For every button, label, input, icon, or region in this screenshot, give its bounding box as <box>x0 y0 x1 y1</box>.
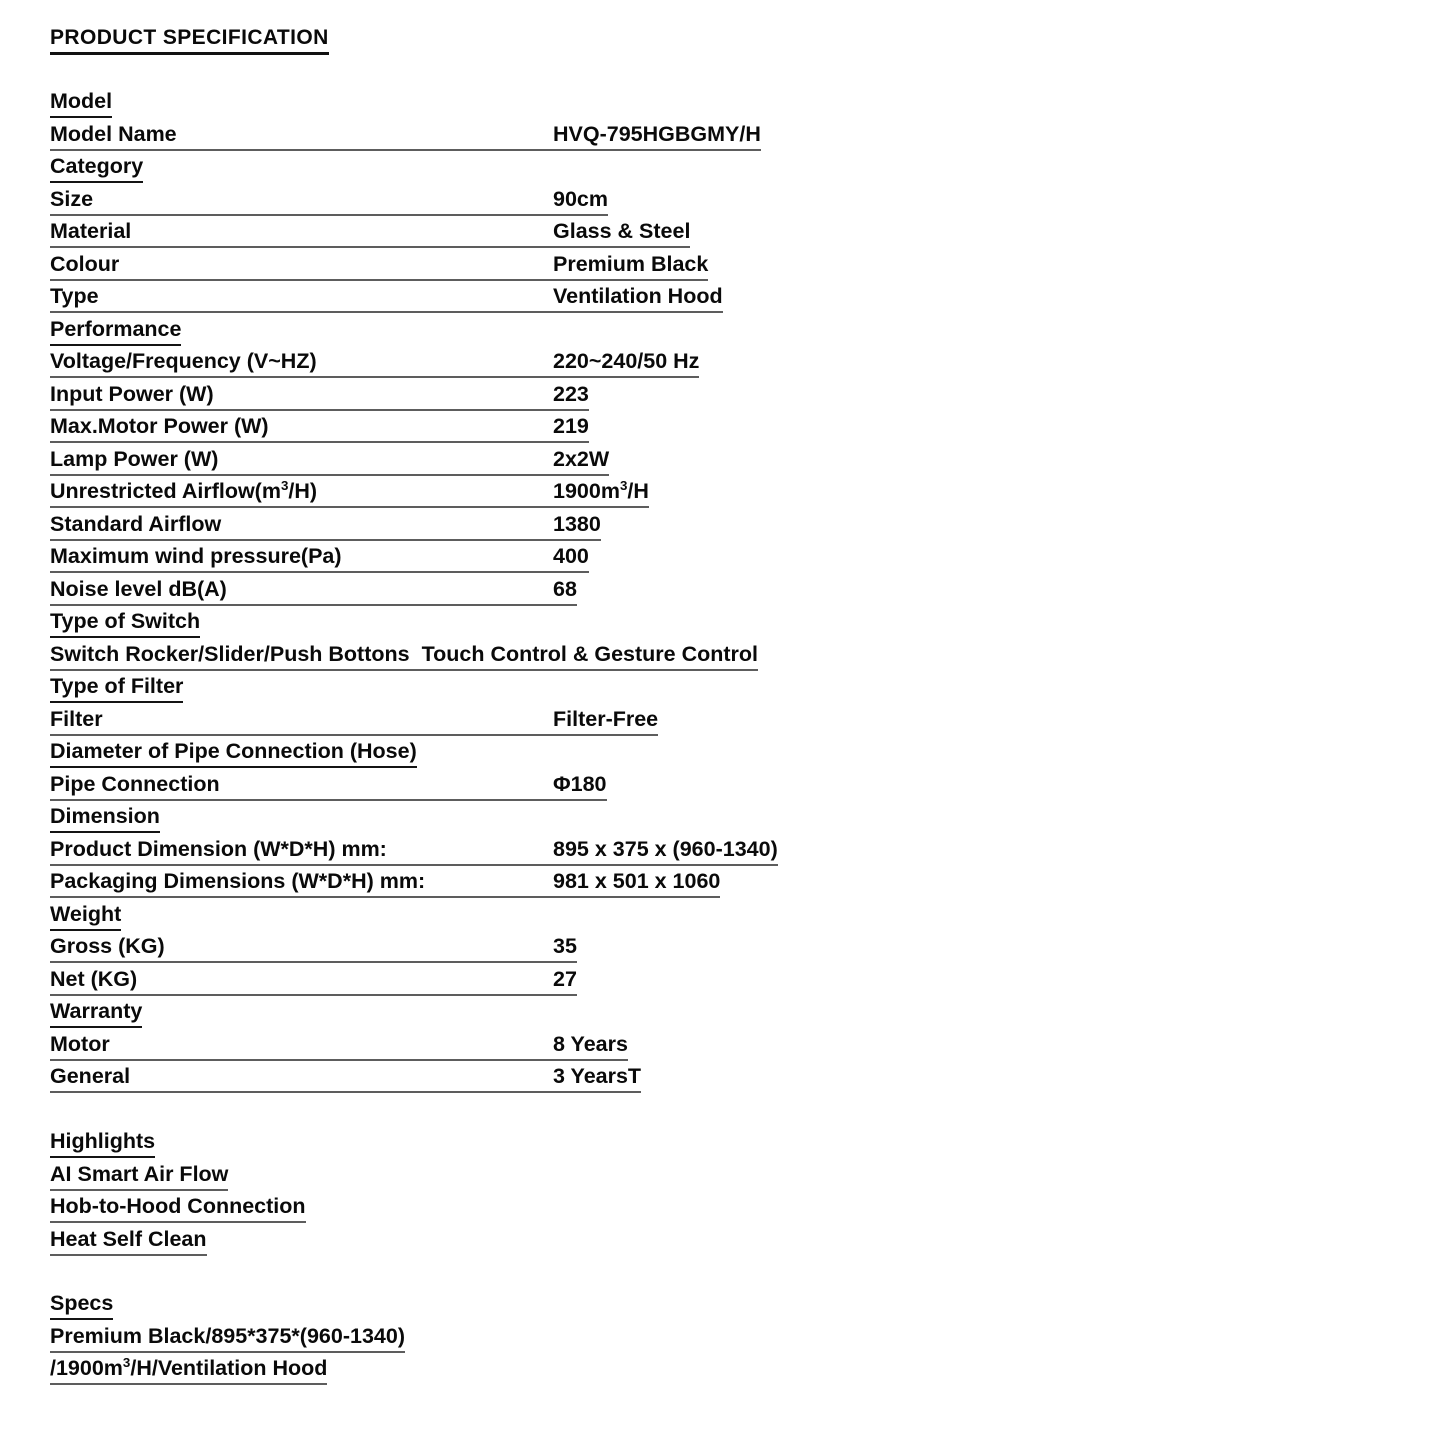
spec-row <box>50 868 1390 901</box>
spec-row-rule <box>50 771 607 801</box>
spec-row-value: Φ180 <box>553 771 607 796</box>
spec-group-row <box>50 88 1390 121</box>
specs-heading: Specs <box>50 1290 113 1320</box>
spec-group-heading: Warranty <box>50 998 142 1028</box>
spec-row-value: HVQ-795HGBGMY/H <box>553 121 761 146</box>
spec-row <box>50 511 1390 544</box>
spec-row <box>50 283 1390 316</box>
spec-row <box>50 706 1390 739</box>
spec-row-rule <box>50 283 723 313</box>
spec-row-value: 400 <box>553 544 589 568</box>
spec-row-rule <box>50 1031 628 1061</box>
highlight-item-label: AI Smart Air Flow <box>50 1161 228 1191</box>
spec-group-row <box>50 673 1390 706</box>
spec-row-label: Filter <box>50 706 103 731</box>
spec-row-value: 35 <box>553 934 577 958</box>
spec-row-label: Gross (KG) <box>50 934 165 958</box>
spec-row-value: Glass & Steel <box>553 219 691 243</box>
spec-group-row <box>50 998 1390 1031</box>
spec-group-heading: Type of Switch <box>50 608 200 638</box>
spec-row-value: 1380 <box>553 511 601 536</box>
spec-row-value: 981 x 501 x 1060 <box>553 869 721 893</box>
spec-row-value: $1900m^3/H$ <box>553 477 649 503</box>
spec-group-heading: Dimension <box>50 803 160 833</box>
spec-row-label: Motor <box>50 1031 110 1056</box>
spec-row-label: Pipe Connection <box>50 771 220 796</box>
spec-row-label: Colour <box>50 251 120 276</box>
spec-group-row <box>50 803 1390 836</box>
spec-row <box>50 413 1390 446</box>
spec-row-value: 3 YearsT <box>553 1064 642 1088</box>
spec-row-value: 219 <box>553 414 589 438</box>
spec-row-label: Model Name <box>50 121 177 146</box>
spec-row-rule <box>50 706 658 736</box>
spec-row <box>50 121 1390 154</box>
spec-row <box>50 1031 1390 1064</box>
spec-row-value: 68 <box>553 576 577 601</box>
spec-row-rule <box>50 218 690 248</box>
spec-group-heading: Model <box>50 88 112 118</box>
spec-row-rule <box>50 413 589 443</box>
spec-row-value: 220~240/50 Hz <box>553 349 700 373</box>
spec-row-label: Noise level dB(A) <box>50 576 227 601</box>
spec-row-rule <box>50 348 699 378</box>
spec-row-label: Size <box>50 186 94 211</box>
spec-row-label: Material <box>50 219 132 243</box>
spec-row-value: Ventilation Hood <box>553 284 723 308</box>
specs-summary-text: Premium Black/895*375*(960-1340) <box>50 1323 405 1353</box>
spec-row-value: 90cm <box>553 186 608 211</box>
spec-row <box>50 771 1390 804</box>
spec-group-row <box>50 901 1390 934</box>
spec-row-label: General <box>50 1064 131 1088</box>
spec-group-row <box>50 608 1390 641</box>
spec-row-value: Filter-Free <box>553 706 659 731</box>
spec-row <box>50 641 1390 674</box>
spec-row-label: Product Dimension (W*D*H) mm: <box>50 836 387 861</box>
spec-row-rule <box>50 511 601 541</box>
highlight-item-label: Hob-to-Hood Connection <box>50 1193 306 1223</box>
spec-row-label: Unrestricted $Airflow(m^3/H)$ <box>50 477 318 503</box>
spec-row <box>50 218 1390 251</box>
spec-row <box>50 348 1390 381</box>
spec-group-heading: Type of Filter <box>50 673 183 703</box>
spec-row-value: Premium Black <box>553 251 709 276</box>
spec-row <box>50 836 1390 869</box>
spec-row-value: Touch Control & Gesture Control <box>421 641 759 666</box>
spec-group-row <box>50 316 1390 349</box>
spec-row-rule <box>50 576 577 606</box>
highlight-item <box>50 1193 1390 1226</box>
spec-row <box>50 381 1390 414</box>
spec-row-label: Packaging Dimensions (W*D*H) mm: <box>50 869 426 893</box>
spec-row-value: 8 Years <box>553 1031 628 1056</box>
spec-row-label: Maximum wind pressure(Pa) <box>50 544 342 568</box>
specs-heading-row <box>50 1290 1390 1323</box>
spec-row <box>50 933 1390 966</box>
spec-row-label: Voltage/Frequency (V~HZ) <box>50 349 317 373</box>
spec-group-heading: Category <box>50 153 143 183</box>
spec-row <box>50 1063 1390 1096</box>
spec-row <box>50 446 1390 479</box>
spec-row-rule <box>50 186 608 216</box>
highlights-heading: Highlights <box>50 1128 155 1158</box>
spec-row-value: 27 <box>553 966 577 991</box>
spec-group-heading: Diameter of Pipe Connection (Hose) <box>50 738 417 768</box>
spec-row <box>50 478 1390 511</box>
spec-row-label: Switch Rocker/Slider/Push Bottons <box>50 641 410 666</box>
highlights-heading-row <box>50 1128 1390 1161</box>
spec-row-rule <box>50 121 761 151</box>
spec-row-rule <box>50 933 577 963</box>
spec-row <box>50 251 1390 284</box>
spec-group-row <box>50 738 1390 771</box>
spec-row-rule <box>50 478 649 508</box>
spec-row-label: Standard Airflow <box>50 511 222 536</box>
spec-row-rule <box>50 966 577 996</box>
page-title: PRODUCT SPECIFICATION <box>50 25 329 55</box>
spec-row <box>50 576 1390 609</box>
spec-row <box>50 966 1390 999</box>
spec-group-heading: Weight <box>50 901 121 931</box>
spec-row-label: Lamp Power (W) <box>50 446 219 471</box>
specs-summary-line <box>50 1323 1390 1356</box>
spec-row-rule <box>50 868 720 898</box>
spec-row-label: Max.Motor Power (W) <box>50 414 269 438</box>
spec-row <box>50 186 1390 219</box>
spec-row-rule <box>50 1063 641 1093</box>
spec-row-rule <box>50 543 589 573</box>
specs-summary-text: $/1900m^3/H$/Ventilation Hood <box>50 1355 327 1385</box>
highlight-item <box>50 1226 1390 1259</box>
spec-row-rule <box>50 641 758 671</box>
spec-row-rule <box>50 836 778 866</box>
spec-row-label: Net (KG) <box>50 966 138 991</box>
specs-summary-section <box>50 1290 1390 1388</box>
spec-row-rule <box>50 381 589 411</box>
spec-group-row <box>50 153 1390 186</box>
spec-row-label: Type <box>50 284 99 308</box>
spec-row-value: 2x2W <box>553 446 610 471</box>
highlight-item-label: Heat Self Clean <box>50 1226 207 1256</box>
spec-row-value: 895 x 375 x (960-1340) <box>553 836 778 861</box>
specification-table <box>50 88 1390 1096</box>
spec-row-rule <box>50 251 708 281</box>
specs-summary-line <box>50 1355 1390 1388</box>
spec-row-rule <box>50 446 609 476</box>
spec-row <box>50 543 1390 576</box>
spec-row-value: 223 <box>553 381 589 406</box>
highlights-section <box>50 1128 1390 1258</box>
highlight-item <box>50 1161 1390 1194</box>
spec-group-heading: Performance <box>50 316 181 346</box>
spec-row-label: Input Power (W) <box>50 381 214 406</box>
